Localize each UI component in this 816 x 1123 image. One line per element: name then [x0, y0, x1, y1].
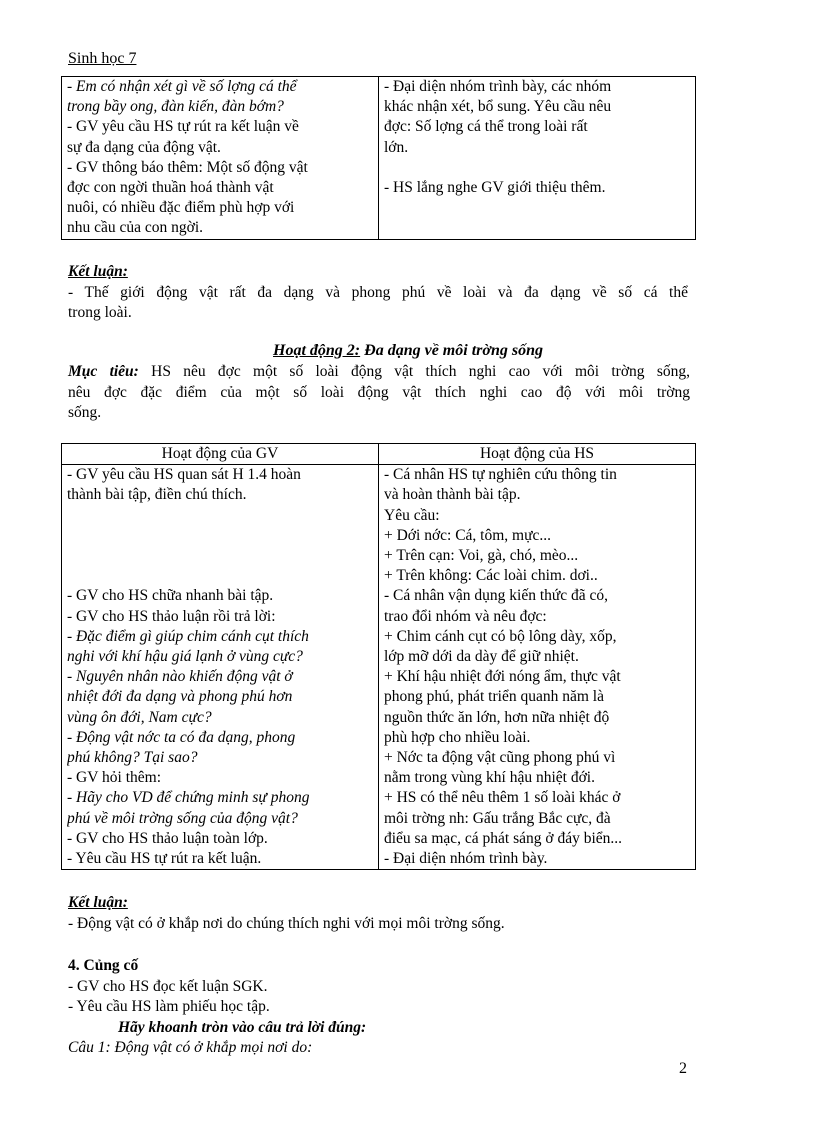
goal-label: Mục tiêu: [68, 363, 139, 380]
cell-line: + Dới nớc: Cá, tôm, mực... [384, 526, 551, 544]
cell-line: phú không? Tại sao? [67, 749, 198, 767]
cell-line: - Hãy cho VD để chứng minh sự phong [67, 789, 310, 807]
table-row [62, 77, 696, 240]
table-row [62, 465, 696, 870]
cell-line: - Động vật nớc ta có đa dạng, phong [67, 728, 296, 746]
cell-line: + Trên không: Các loài chim. dơi.. [384, 567, 598, 585]
cell-line: + Chim cánh cụt có bộ lông dày, xốp, [384, 627, 617, 645]
cell-line: vùng ôn đới, Nam cực? [67, 708, 212, 726]
gv-activity-cell [62, 465, 379, 870]
cell-line: - Nguyên nhân nào khiến động vật ở [67, 668, 293, 686]
instruction: Hãy khoanh tròn vào câu trả lời đúng: [118, 1018, 367, 1036]
cell-line: môi trờng nh: Gấu trắng Bắc cực, đà [384, 809, 611, 827]
cell-line: - Đại diện nhóm trình bày, các nhóm [384, 78, 612, 95]
cell-line: Yêu cầu: [384, 506, 440, 524]
cell-line: - Yêu cầu HS tự rút ra kết luận. [67, 850, 262, 868]
cell-line: + HS có thể nêu thêm 1 số loài khác ở [384, 789, 621, 807]
cell-line: - GV thông báo thêm: Một số động vật [67, 158, 308, 176]
cell-line: sự đa dạng của động vật. [67, 138, 221, 156]
activity2-title: Hoạt động 2: Đa dạng về môi trờng sống [273, 342, 543, 359]
cell-line: - Đại diện nhóm trình bày. [384, 850, 548, 868]
cell-line: phù hợp cho nhiều loài. [384, 728, 531, 746]
cell-line: - Đặc điểm gì giúp chim cánh cụt thích [67, 627, 309, 645]
activity1-table [61, 76, 696, 240]
conclusion-label: Kết luận: [68, 894, 128, 911]
conclusion-label: Kết luận: [68, 263, 128, 280]
section-4 [68, 956, 688, 1059]
cell-line: trong bầy ong, đàn kiến, đàn bớm? [67, 98, 284, 116]
cell-line: - Em có nhận xét gì về số lợng cá thể [67, 78, 297, 95]
cell-line: - GV hỏi thêm: [67, 769, 161, 787]
section-title: 4. Củng cố [68, 957, 139, 974]
cell-line: thành bài tập, điền chú thích. [67, 486, 247, 504]
cell-line: + Khí hậu nhiệt đới nóng ẩm, thực vật [384, 668, 621, 686]
cell-line: đợc con ngời thuần hoá thành vật [67, 179, 274, 197]
section-line: - Yêu cầu HS làm phiếu học tập. [68, 998, 270, 1015]
cell-line [67, 566, 373, 586]
cell-line: - Cá nhân vận dụng kiến thức đã có, [384, 587, 609, 605]
cell-line [67, 506, 373, 526]
cell-line: phú về môi trờng sống của động vật? [67, 809, 298, 827]
cell-line: lớp mỡ dới da dày để giữ nhiệt. [384, 648, 579, 666]
goal-text: sống. [68, 404, 102, 421]
cell-line: - GV cho HS chữa nhanh bài tập. [67, 587, 274, 605]
cell-line: lớn. [384, 138, 409, 156]
cell-line: nghi với khí hậu giá lạnh ở vùng cực? [67, 648, 303, 666]
cell-line: + Nớc ta động vật cũng phong phú vì [384, 749, 616, 767]
page-header: Sinh học 7 [68, 50, 137, 67]
cell-line: nuôi, có nhiều đặc điểm phù hợp với [67, 199, 295, 217]
cell-line: đợc: Số lợng cá thể trong loài rất [384, 118, 588, 136]
conclusion-text: trong loài. [68, 304, 132, 321]
cell-line: - GV yêu cầu HS tự rút ra kết luận về [67, 118, 299, 136]
gv-activity-cell [62, 77, 379, 240]
question-1: Câu 1: Động vật có ở khắp mọi nơi do: [68, 1039, 313, 1056]
cell-line: - GV cho HS thảo luận rồi trả lời: [67, 607, 276, 625]
activity2-table [61, 443, 696, 870]
goal-text: nêu đợc đặc điểm của một số loài động vật thích nghi cao độ với môi trờng [68, 383, 690, 401]
cell-line: điểu sa mạc, cá phát sáng ở đáy biển... [384, 829, 623, 847]
conclusion-2 [68, 893, 688, 934]
cell-line: - GV yêu cầu HS quan sát H 1.4 hoàn [67, 466, 301, 484]
cell-line: trao đổi nhóm và nêu đợc: [384, 607, 547, 625]
cell-line: khác nhận xét, bổ sung. Yêu cầu nêu [384, 98, 612, 116]
column-header-hs: Hoạt động của HS [379, 444, 696, 465]
cell-line: nằm trong vùng khí hậu nhiệt đới. [384, 769, 595, 787]
cell-line: phong phú, phát triển quanh năm là [384, 688, 604, 706]
conclusion-text: - Động vật có ở khắp nơi do chúng thích nghi với mọi môi trờng sống. [68, 914, 505, 932]
cell-line: - GV cho HS thảo luận toàn lớp. [67, 829, 268, 847]
cell-line: nhu cầu của con ngời. [67, 219, 204, 237]
hs-activity-cell [379, 465, 696, 870]
cell-line: - HS lắng nghe GV giới thiệu thêm. [384, 179, 606, 197]
hs-activity-cell [379, 77, 696, 240]
column-header-gv: Hoạt động của GV [62, 444, 379, 465]
goal-text: HS nêu đợc một số loài động vật thích nghi cao với môi trờng sống, [138, 363, 690, 380]
cell-line [67, 526, 373, 546]
activity2-goal [68, 362, 690, 424]
conclusion-1 [68, 262, 688, 324]
cell-line [384, 158, 690, 178]
section-line: - GV cho HS đọc kết luận SGK. [68, 977, 268, 995]
cell-line: - Cá nhân HS tự nghiên cứu thông tin [384, 466, 617, 484]
conclusion-text: - Thế giới động vật rất đa dạng và phong phú về loài và đa dạng về số cá thể [68, 283, 688, 301]
cell-line: nhiệt đới đa dạng và phong phú hơn [67, 688, 293, 706]
cell-line: và hoàn thành bài tập. [384, 486, 521, 504]
cell-line [67, 546, 373, 566]
table-header-row [62, 444, 696, 465]
cell-line: nguồn thức ăn lớn, hơn nữa nhiệt độ [384, 708, 610, 726]
cell-line: + Trên cạn: Voi, gà, chó, mèo... [384, 547, 579, 565]
page-number: 2 [679, 1060, 687, 1077]
